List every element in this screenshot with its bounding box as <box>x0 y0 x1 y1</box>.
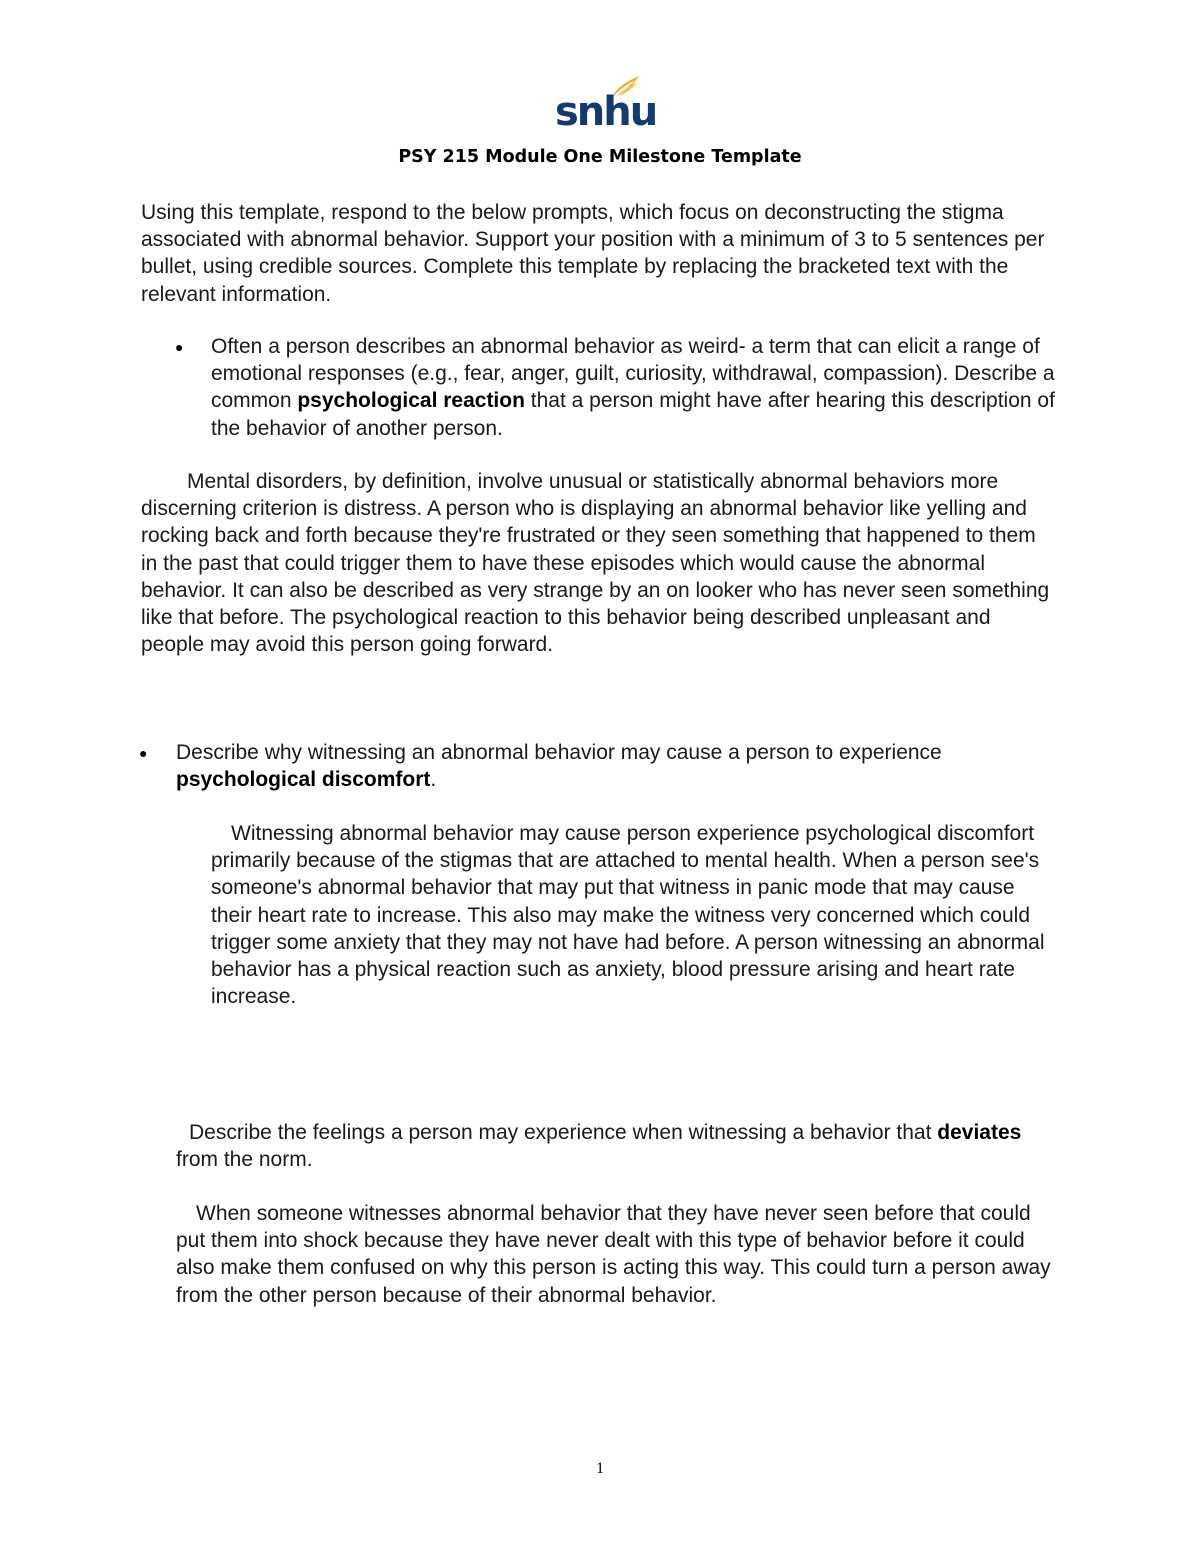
prompt-1-emphasis: psychological reaction <box>297 389 525 413</box>
prompt-1-text-end: that a person might have after hearing this description of the behavior of another person. <box>211 389 1055 440</box>
prompt-2-text-end: . <box>430 768 437 792</box>
prompt-1 <box>211 333 1061 442</box>
answer-3: When someone witnesses abnormal behavior that they have never seen before that could put them into shock because they have never dealt with this type of behavior before it could also make them confused on why this person is acting this way. This could turn a person away from the other person because of their abnormal behavior. <box>176 1202 1051 1307</box>
answer-2: Witnessing abnormal behavior may cause person experience psychological discomfort primarily because of the stigmas that are attached to mental health. When a person see's someone's abnormal behavior that may put that witness in panic mode that may cause their heart rate to increase. This also may make the witness very concerned which could trigger some anxiety that they may not have had before. A person witnessing an abnormal behavior has a physical reaction such as anxiety, blood pressure arising and heart rate increase. <box>211 822 1045 1009</box>
logo-wordmark: snhu <box>555 89 657 135</box>
prompt-2 <box>176 739 1056 793</box>
bullet-dot-icon: ● <box>175 339 184 355</box>
prompt-2-emphasis: psychological discomfort <box>176 768 431 792</box>
prompt-2-text: Describe why witnessing an abnormal behavior may cause a person to experience <box>176 741 942 764</box>
prompt-3-text-end: from the norm. <box>176 1148 313 1172</box>
bullet-dot-icon: ● <box>139 745 148 761</box>
prompt-1-text: Often a person describes an abnormal behavior as weird- a term that can elicit a range of emotional responses (e.g., fear, anger, guilt, curiosity, withdrawal, compassion). Describe a common <box>211 335 1055 413</box>
snhu-logo <box>555 74 657 135</box>
intro-paragraph: Using this template, respond to the below prompts, which focus on deconstructing the stigma associated with abnormal behavior. Support your position with a minimum of 3 to 5 sentences per bullet, using credible sources. Complete this template by replacing the bracketed text with the relevant information. <box>141 201 1045 306</box>
prompt-3-emphasis: deviates <box>937 1121 1022 1144</box>
document-title: PSY 215 Module One Milestone Template <box>398 147 802 167</box>
prompt-3-text: Describe the feelings a person may experience when witnessing a behavior that <box>189 1121 938 1144</box>
prompt-3 <box>176 1119 1056 1173</box>
page-number: 1 <box>596 1460 604 1477</box>
answer-1: Mental disorders, by definition, involve unusual or statistically abnormal behaviors more discerning criterion is distress. A person who is displaying an abnormal behavior like yelling and rocking back and forth because they're frustrated or they seen something that happened to them in the past that could trigger them to have these episodes which would cause the abnormal behavior. It can also be described as very strange by an on looker who has never seen something like that before. The psychological reaction to this behavior being described unpleasant and people may avoid this person going forward. <box>141 470 1050 657</box>
